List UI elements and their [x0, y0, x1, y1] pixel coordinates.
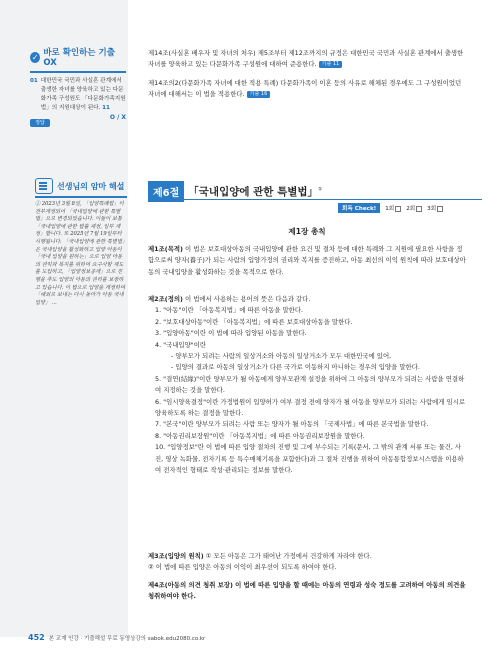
divider [35, 196, 127, 198]
ox-text: 대한민국 국민과 사실혼 관계에서 출생한 자녀를 양육하고 있는 다문화가족 구성원도 「다문화가족지원법」의 지원대상이 된다. [40, 77, 126, 111]
article-4 [148, 580, 468, 603]
exam-tag: 기출 16 [247, 91, 271, 98]
sub-item: - 입양의 결과로 아동의 일상거소가 다른 국가로 이동하지 아니하는 경우의 입양을 말한다. [171, 363, 420, 372]
review-check [338, 203, 443, 213]
top-articles [148, 48, 466, 100]
article-text: 이 법에 따른 입양을 할 때에는 아동의 연령과 성숙 정도를 고려하여 아동의 의견을 청취하여야 한다. [148, 581, 466, 601]
article-14 [148, 48, 466, 70]
list-item: 7. "본국"이란 양부모가 되려는 사람 또는 양자가 될 아동의 「국제사법」에 따른 본국법을 말한다. [155, 420, 429, 429]
section-footnote: ① [318, 186, 323, 193]
list-item: 3. "입양아동"이란 이 법에 따라 입양된 아동을 말한다. [155, 329, 307, 338]
definition-list [148, 305, 468, 476]
article-14-2-text: 제14조의2(다문화가족 자녀에 대한 적용 특례) 다문화가족이 이혼 등의 사유로 해체된 경우에도 그 구성원이었던 자녀에 대해서는 이 법을 적용한다. [148, 79, 462, 98]
divider [148, 199, 482, 200]
list-item: 6. "임시양육결정"이란 가정법원이 입양허가 여부 결정 전에 양자가 될 아동을 양부모가 되려는 사람에게 임시로 양육하도록 하는 결정을 말한다. [155, 397, 466, 418]
ox-title-text: 바로 확인하는 기출 OX [43, 48, 115, 68]
ox-question-text [41, 77, 126, 113]
article-title: 제2조(정의) [148, 295, 183, 303]
check-label: 회독 Check! [338, 203, 380, 213]
article-14-text: 제14조(사실혼 배우자 및 자녀의 처우) 제5조부터 제12조까지의 규정은 대한민국 국민과 사실혼 관계에서 출생한 자녀를 양육하고 있는 다문화가족 구성원에 대하여 준용한다. [148, 49, 464, 68]
article-text: 이 법에서 사용하는 용어의 뜻은 다음과 같다. [182, 295, 311, 303]
note-title: 선생님의 암마 해설 [57, 181, 125, 191]
answer-tag[interactable]: 정답 [30, 119, 50, 127]
check-item-label: 1회 [385, 206, 395, 212]
check-item-1[interactable] [385, 204, 401, 212]
section-badge: 제6절 [148, 181, 184, 202]
ox-title [30, 46, 126, 68]
check-item-label: 2회 [406, 206, 416, 212]
article-title: 제3조(입양의 원칙) [148, 552, 204, 560]
article-3 [148, 551, 468, 574]
article-text: 이 법은 보호대상아동의 국내입양에 관한 요건 및 절차 등에 대한 특례와 그 지원에 필요한 사항을 정함으로써 양자(養子)가 되는 사람의 입양가정의 권리와 복지를 증진하고, 아동 최선의 이익 원칙에 따라 보호대상아동의 국내입양을 활성화하는 것을 목적으로 한다. [148, 245, 466, 276]
list-item: 5. "결연(結緣)"이란 양부모가 될 아동에게 양부모관계 설정을 위하여 그 아동의 양부모가 되려는 사람을 연결하여 지정하는 것을 말한다. [155, 374, 465, 395]
sub-item: - 양부모가 되려는 사람의 일상거소와 아동의 일상거소가 모두 대한민국에 있어, [171, 352, 392, 361]
article-1 [148, 244, 468, 278]
article-14-2 [148, 78, 466, 100]
list-item: 4. "국내입양"이란 [155, 340, 207, 349]
footer [28, 633, 205, 642]
list-item: 10. "입양정보"란 이 법에 따른 입양 절차의 진행 및 그에 부수되는 기록(문서, 그 밖의 관계 서류 또는 물건, 사진, 영상 녹화물, 전자기록 등 특수매체기록을 포함한다)과 그 절차 진행을 위하여 아동통합정보시스템을 이용하여 전자적인 형태로 작성·관리되는 정보를 말한다. [155, 443, 464, 475]
checkbox[interactable] [395, 206, 401, 212]
article-2 [148, 294, 468, 477]
ox-question [30, 77, 126, 113]
list-item: 8. "아동권리보장원"이란 「아동복지법」에 따른 아동권리보장원을 말한다. [155, 431, 365, 440]
note-icon [35, 178, 53, 194]
footer-text: 본 교재 인강 · 기출해설 무료 동영상강의 sabok.edu2080.co.kr [48, 635, 206, 642]
check-icon: ✓ [31, 52, 39, 62]
note-body: ① 2023년 3월 8일, 「입양특례법」이 전부개정되어 「국내입양에 관한 특별법」으로 변경되었습니다. 이들이 보통 「국내입양에 관한 법률 제정, 일부 개정」합니다. 또 2025년 7월 19일부터 시행됩니다. 「국내입양에 관한 특별법」은 국내입양을 활성화하고 입양 아동이 「국내 입양을 원하는」으로 입양 아동의 권익과 복지를 위하여 요구사항 제도를 도입하고, 「입양정보공개」으로 진행을 추도 입양의 아동의 권리를 보장하고 있습니다. 이 법으로 입양을 개정하여 「해외로 보내는 다시 돌아가 아동 국내입양」 ... [35, 201, 126, 306]
article-title: 제1조(목적) [148, 245, 183, 253]
checkbox[interactable] [437, 206, 443, 212]
list-item: 1. "아동"이란 「아동복지법」에 따른 아동을 말한다. [155, 306, 304, 315]
ox-number: 01 [30, 77, 38, 84]
section-title-text: 「국내입양에 관한 특별법」 [188, 186, 319, 198]
article-text: ② 이 법에 따른 입양은 아동의 이익이 최우선이 되도록 하여야 한다. [148, 563, 337, 572]
list-item: 2. "보호대상아동"이란 「아동복지법」에 따른 보호대상아동을 말한다. [155, 317, 353, 326]
page-number: 452 [28, 633, 45, 642]
chapter-title: 제1장 총칙 [288, 227, 326, 236]
ox-year: 11 [102, 104, 110, 111]
check-item-2[interactable] [406, 204, 422, 212]
article-title: 제4조(아동의 의견 청취 보장) [148, 581, 233, 589]
ox-answer-choices[interactable]: O / X [109, 113, 126, 121]
section-title [188, 184, 322, 199]
check-item-label: 3회 [427, 206, 437, 212]
divider [30, 71, 126, 73]
note-header [35, 178, 124, 194]
exam-tag: 기출 11 [319, 61, 343, 68]
check-item-3[interactable] [427, 204, 443, 212]
article-text: ① 모든 아동은 그가 태어난 가정에서 건강하게 자라야 한다. [203, 552, 372, 560]
checkbox[interactable] [416, 206, 422, 212]
